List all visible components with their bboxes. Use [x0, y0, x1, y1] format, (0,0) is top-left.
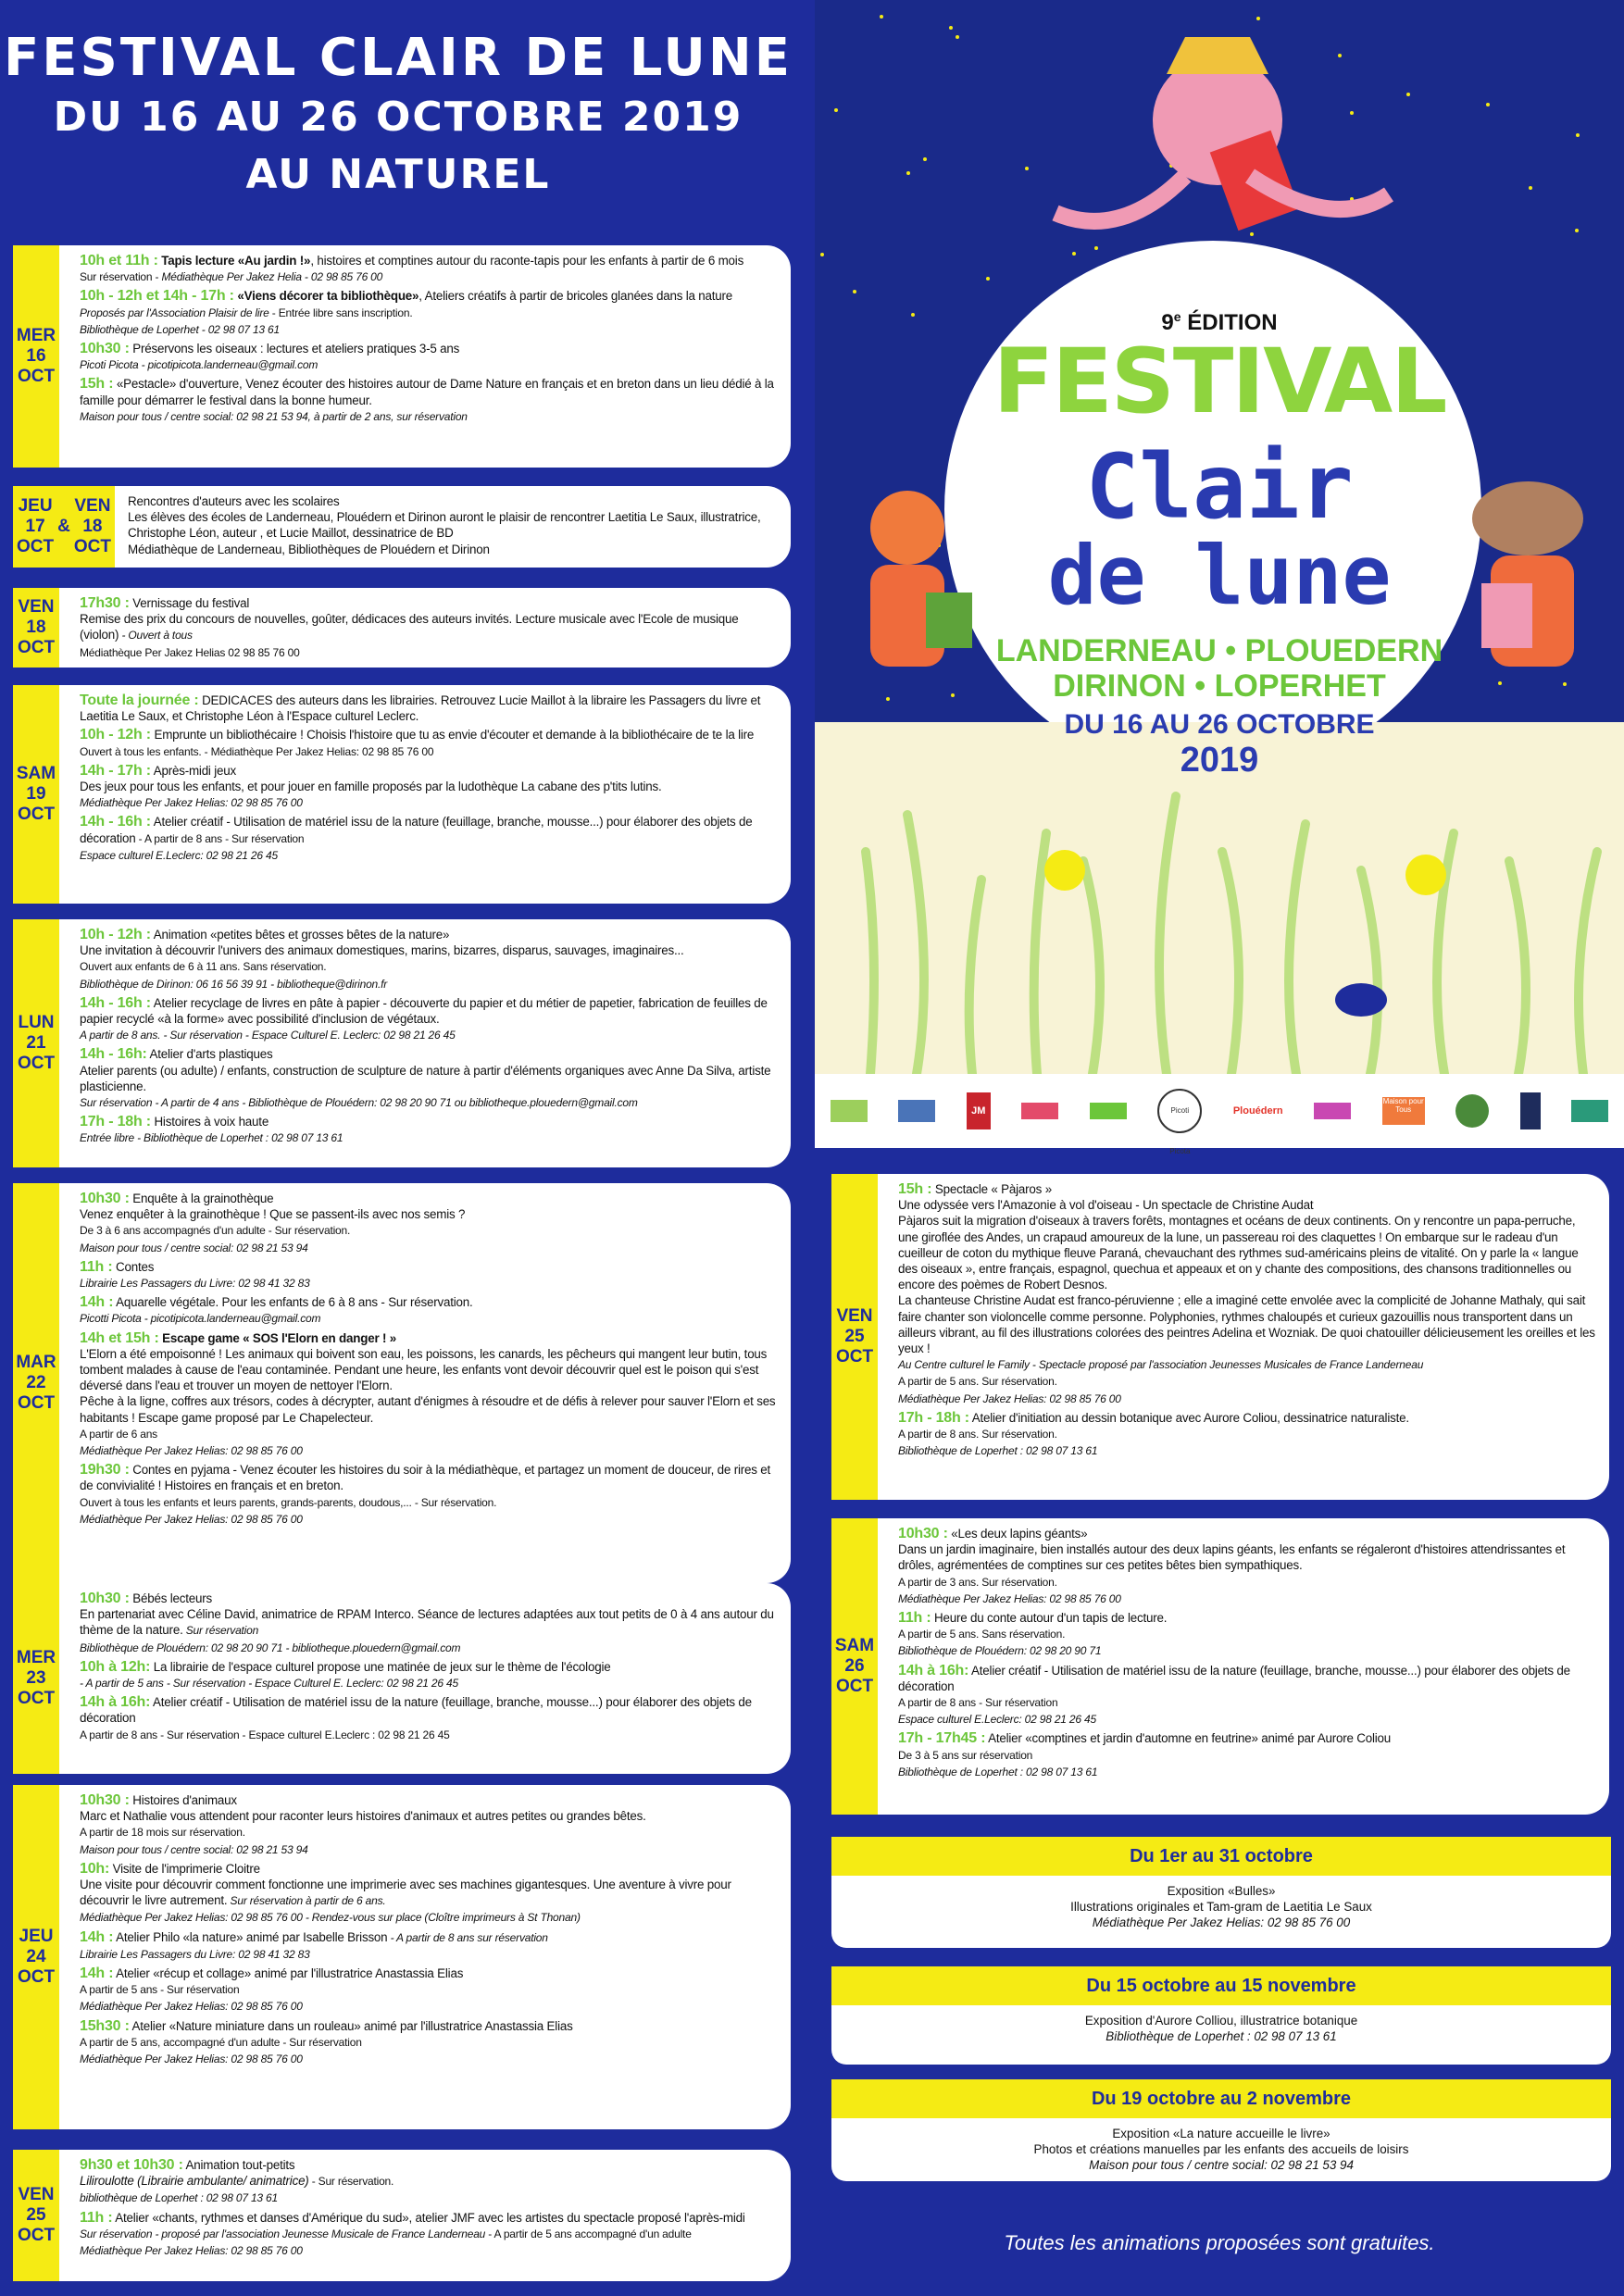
- day-card-ven18: [13, 588, 791, 668]
- day-card-ven25-afternoon: [831, 1174, 1609, 1500]
- day-events: [80, 693, 780, 867]
- exhibition-2: [831, 1966, 1611, 2065]
- logo-tile: [1520, 1092, 1541, 1129]
- event: 14h à 16h: Atelier créatif - Utilisation de matériel issu de la nature (feuillage, branche, mousse...) pour élaborer des objets de décoration A partir de 8 ans - Sur réservation - Espace culturel E.Leclerc : 02 98 21 26 45: [80, 1694, 752, 1741]
- partner-logos: [815, 1074, 1624, 1155]
- exhibition-dates: Du 1er au 31 octobre: [831, 1837, 1611, 1876]
- event: 10h - 12h : Animation «petites bêtes et grosses bêtes de la nature» Une invitation à découvrir l'univers des animaux domestiques, marins, bizarres, disparus, sauvages, imaginaires... Ouvert aux enfants de 6 à 11 ans. Sans réservation. Bibliothèque de Dirinon: 06 16 56 39 91 - bibliotheque@dirinon.fr: [80, 927, 684, 991]
- day-events: [80, 1792, 780, 2070]
- day-label: MAR 22 OCT: [13, 1183, 59, 1583]
- event: 15h : «Pestacle» d'ouverture, Venez écouter des histoires autour de Dame Nature en français et en breton dans un lieu dédié à la famille pour démarrer le festival dans la bonne humeur. Maison pour tous / centre social: 02 98 21 53 94, à partir de 2 ans, sur réservation: [80, 376, 774, 423]
- logo-tile: [1571, 1100, 1608, 1122]
- day-events: [80, 595, 780, 664]
- day-card-lun21: [13, 919, 791, 1167]
- event: 11h : Contes Librairie Les Passagers du Livre: 02 98 41 32 83: [80, 1258, 310, 1291]
- logo-tile: [1455, 1094, 1489, 1128]
- day-events: Rencontres d'auteurs avec les scolaires Les élèves des écoles de Landerneau, Plouédern et Dirinon auront le plaisir de rencontrer Laetitia Le Saux, illustratrice, Christophe Léon, auteur , et Lucie Maillot, dessinatrice de BD Médiathèque de Landerneau, Bibliothèques de Plouédern et Dirinon: [128, 494, 761, 556]
- festival-poster: [815, 0, 1624, 1155]
- day-card-mer23: [13, 1583, 791, 1774]
- event: Toute la journée : DEDICACES des auteurs dans les librairies. Retrouvez Lucie Maillot à la libraire les Passagers du livre et Laetitia Le Saux, et Christophe Léon à l'Espace culturel Leclerc.: [80, 693, 761, 724]
- exhibition-text: Exposition «Bulles» Illustrations originales et Tam-gram de Laetitia Le Saux Médiathèque Per Jakez Helias: 02 98 85 76 00: [1070, 1884, 1372, 1929]
- event: 19h30 : Contes en pyjama - Venez écouter les histoires du soir à la médiathèque, et partagez un moment de douceur, de rires et de convivialité ! Histoires en français et en breton. Ouvert à tous les enfants et leurs parents, grands-parents, doudous,... - Sur réservation. Médiathèque Per Jakez Helias: 02 98 85 76 00: [80, 1462, 771, 1526]
- day-label: SAM 19 OCT: [13, 685, 59, 904]
- logo-tile: [1090, 1103, 1127, 1119]
- day-label: VEN 18 OCT: [13, 588, 59, 668]
- day-events: [80, 2157, 780, 2262]
- footer-note: Toutes les animations proposées sont gratuites.: [1004, 2231, 1435, 2254]
- event: 10h à 12h: La librairie de l'espace culturel propose une matinée de jeux sur le thème de l'écologie - A partir de 5 ans - Sur réservation - Espace Culturel E. Leclerc: 02 98 21 26 45: [80, 1658, 611, 1691]
- event: 10h - 12h et 14h - 17h : «Viens décorer ta bibliothèque», Ateliers créatifs à partir de bricoles glanées dans la nature Proposés par l'Association Plaisir de lire - Entrée libre sans inscription. Bibliothèque de Loperhet - 02 98 07 13 61: [80, 288, 733, 336]
- logo-tile: [1021, 1103, 1058, 1119]
- event: 10h30 : Préservons les oiseaux : lectures et ateliers pratiques 3-5 ans Picoti Picota - picotipicota.landerneau@gmail.com: [80, 341, 460, 372]
- day-label: VEN 25 OCT: [831, 1174, 878, 1500]
- event: 14h et 15h : Escape game « SOS l'Elorn en danger ! » L'Elorn a été empoisonné ! Les animaux qui boivent son eau, les poissons, les canards, les pêcheurs qui mangent leur butin, tous tombent malades à cause de l'eau contaminée. Pendant une heure, les enfants vont devoir découvrir quel est le poison qui s'est déversé dans l'eau et trouver un moyen de nettoyer l'Elorn. Pêche à la ligne, coffres aux trésors, codes à décrypter, autant d'énigmes à résoudre et de défis à relever pour sauver l'Elorn et ses habitants ! Escape game proposé par Le Chapelecteur. A partir de 6 ans Médiathèque Per Jakez Helias: 02 98 85 76 00: [80, 1329, 776, 1458]
- day-label: MER 16 OCT: [13, 245, 59, 468]
- logo-tile: [898, 1100, 935, 1122]
- event: 14h - 16h : Atelier créatif - Utilisation de matériel issu de la nature (feuillage, branche, mousse...) pour élaborer des objets de décoration - A partir de 8 ans - Sur réservation Espace culturel E.Leclerc: 02 98 21 26 45: [80, 814, 753, 862]
- day-card-mer16: [13, 245, 791, 468]
- event: 15h30 : Atelier «Nature miniature dans un rouleau» animé par l'illustratrice Anastassia Elias A partir de 5 ans, accompagné d'un adulte - Sur réservation Médiathèque Per Jakez Helias: 02 98 85 76 00: [80, 2017, 573, 2066]
- event: 10h: Visite de l'imprimerie Cloitre Une visite pour découvrir comment fonctionne une imprimerie avec ses machines gigantesques. Une aventure à vivre pour découvrir le livre autrement. Sur réservation à partir de 6 ans. Médiathèque Per Jakez Helias: 02 98 85 76 00 - Rendez-vous sur place (Cloître imprimeurs à St Thonan): [80, 1860, 731, 1925]
- event: 14h - 17h : Après-midi jeux Des jeux pour tous les enfants, et pour jouer en famille proposés par la ludothèque La cabane des p'tits lutins. Médiathèque Per Jakez Helias: 02 98 85 76 00: [80, 762, 662, 810]
- exhibition-text: Exposition d'Aurore Colliou, illustratrice botanique Bibliothèque de Loperhet : 02 98 07 13 61: [1084, 2014, 1358, 2043]
- event: 10h et 11h : Tapis lecture «Au jardin !», histoires et comptines autour du raconte-tapis pour les enfants à partir de 6 mois Sur réservation - Médiathèque Per Jakez Helia - 02 98 85 76 00: [80, 253, 744, 284]
- poster-delune: de lune: [1047, 528, 1392, 623]
- event: 17h30 : Vernissage du festival Remise des prix du concours de nouvelles, goûter, dédicaces des auteurs invités. Lecture musicale avec l'Ecole de musique (violon) - Ouvert à tous Médiathèque Per Jakez Helias 02 98 85 76 00: [80, 595, 739, 659]
- event: 17h - 18h : Histoires à voix haute Entrée libre - Bibliothèque de Loperhet : 02 98 07 13 61: [80, 1114, 344, 1145]
- event: 14h - 16h : Atelier recyclage de livres en pâte à papier - découverte du papier et du métier de papetier, fabrication de feuilles de papier recyclé «à la forme» avec possibilité d'inclusion de végétaux. A partir de 8 ans. - Sur réservation - Espace Culturel E. Leclerc: 02 98 21 26 45: [80, 994, 768, 1042]
- day-events: [80, 927, 780, 1150]
- event: 9h30 et 10h30 : Animation tout-petits Liliroulotte (Librairie ambulante/ animatrice) - Sur réservation. bibliothèque de Loperhet : 02 98 07 13 61: [80, 2157, 394, 2205]
- event: 17h - 17h45 : Atelier «comptines et jardin d'automne en feutrine» animé par Aurore Coliou De 3 à 5 ans sur réservation Bibliothèque de Loperhet : 02 98 07 13 61: [898, 1730, 1392, 1778]
- day-events: [898, 1526, 1598, 1783]
- day-label: LUN 21 OCT: [13, 919, 59, 1167]
- exhibition-dates: Du 19 octobre au 2 novembre: [831, 2079, 1611, 2118]
- logo-plouedern: Plouédern: [1232, 1105, 1283, 1117]
- poster-festival: FESTIVAL: [993, 330, 1446, 433]
- event: 11h : Atelier «chants, rythmes et danses d'Amérique du sud», atelier JMF avec les artistes du spectacle proposé l'après-midi Sur réservation - proposé par l'association Jeunesse Musicale de France Landerneau - A partir de 5 ans accompagné d'un adulte Médiathèque Per Jakez Helias: 02 98 85 76 00: [80, 2209, 745, 2258]
- exhibition-text: Exposition «La nature accueille le livre» Photos et créations manuelles par les enfants des accueils de loisirs Maison pour tous / centre social: 02 98 21 53 94: [1033, 2127, 1409, 2172]
- poster-edition: 9e ÉDITION: [1161, 309, 1278, 335]
- event: 10h30 : Enquête à la grainothèque Venez enquêter à la grainothèque ! Que se passent-ils avec nos semis ? De 3 à 6 ans accompagnés d'un adulte - Sur réservation. Maison pour tous / centre social: 02 98 21 53 94: [80, 1191, 466, 1254]
- day-card-jeu24: [13, 1785, 791, 2129]
- event: 11h : Heure du conte autour d'un tapis de lecture. A partir de 5 ans. Sans réservation. Bibliothèque de Plouédern: 02 98 20 90 71: [898, 1610, 1168, 1658]
- logo-jm: JM: [967, 1092, 991, 1129]
- header-dates: DU 16 AU 26 OCTOBRE 2019: [53, 94, 743, 141]
- day-card-mar22: [13, 1183, 791, 1583]
- exhibition-dates: Du 15 octobre au 15 novembre: [831, 1966, 1611, 2005]
- event: 10h30 : Bébés lecteurs En partenariat avec Céline David, animatrice de RPAM Interco. Séance de lectures adaptées aux tout petits de 0 à 4 ans autour du thème de la nature. Sur réservation Bibliothèque de Plouédern: 02 98 20 90 71 - bibliotheque.plouedern@gmail.com: [80, 1591, 774, 1654]
- day-events: [898, 1181, 1598, 1462]
- day-events: [80, 1591, 780, 1746]
- logo-picoti: Picoti Picota: [1157, 1089, 1202, 1133]
- day-events: [80, 253, 780, 428]
- exhibition-1: [831, 1837, 1611, 1948]
- day-label: JEU 24 OCT: [13, 1785, 59, 2129]
- event: 10h - 12h : Emprunte un bibliothécaire ! Choisis l'histoire que tu as envie d'écouter et demande à la bibliothécaire de te la lire Ouvert à tous les enfants. - Médiathèque Per Jakez Helias: 02 98 85 76 00: [80, 727, 755, 758]
- day-events: [80, 1191, 780, 1530]
- event: 15h : Spectacle « Pàjaros » Une odyssée vers l'Amazonie à vol d'oiseau - Un spectacle de Christine Audat Pàjaros suit la migration d'oiseaux à travers forêts, montagnes et océans de deux continents. On y rencontre un papa-perruche, une giroflée des Andes, un crapaud amoureux de la lune, un passereau roi des claquettes ! On embarque sur le radeau d'un cueilleur de coton du mythique fleuve Paraná, chevauchant des rythmes sud-américains pleins de vitalité. On y parle la « langue des oiseaux », entre français, espagnol, quechua et appeaux et on y chante des compositions, des chansons traditionnelles ou encore des poèmes de Robert Desnos. La chanteuse Christine Audat est franco-péruvienne ; elle a imaginé cette envolée avec la complicité de Johanne Mathaly, qui sait faire chanter son violoncelle comme personne. Polyphonies, rythmes chaloupés et curieux gazouillis nous transportent dans un ailleurs vibrant, au fil des illustrations colorées des peintres Adelina et Wozniak. De quoi chatouiller délicieusement les oreilles et les yeux ! Au Centre culturel le Family - Spectacle proposé par l'association Jeunesses Musicales de France Landerneau A partir de 5 ans. Sur réservation. Médiathèque Per Jakez Helias: 02 98 85 76 00: [898, 1181, 1595, 1405]
- event: 10h30 : «Les deux lapins géants» Dans un jardin imaginaire, bien installés autour des deux lapins géants, les enfants se régaleront d'histoires attendrissantes et drôles, agrémentées de comptines sur ces petites bêtes bien sympathiques. A partir de 3 ans. Sur réservation. Médiathèque Per Jakez Helias: 02 98 85 76 00: [898, 1526, 1566, 1605]
- logo-tile: [831, 1100, 868, 1122]
- octopus-icon: [1056, 37, 1389, 231]
- day-label: MER 23 OCT: [13, 1583, 59, 1774]
- day-label: SAM 26 OCT: [831, 1518, 878, 1815]
- poster-towns-1: LANDERNEAU • PLOUEDERN: [995, 633, 1443, 668]
- day-card-jeu17-ven18: [13, 486, 791, 568]
- poster-clair: Clair: [1085, 435, 1354, 539]
- event: 14h - 16h: Atelier d'arts plastiques Atelier parents (ou adulte) / enfants, construction de sculpture de nature à partir d'éléments organiques avec Anne Da Silva, artiste plasticienne. Sur réservation - A partir de 4 ans - Bibliothèque de Plouédern: 02 98 20 90 71 ou bibliotheque.plouedern@gmail.com: [80, 1046, 771, 1110]
- header-title: FESTIVAL CLAIR DE LUNE: [3, 28, 793, 88]
- event: 10h30 : Histoires d'animaux Marc et Nathalie vous attendent pour raconter leurs histoires d'animaux et autres petites ou grandes bêtes. A partir de 18 mois sur réservation. Maison pour tous / centre social: 02 98 21 53 94: [80, 1792, 646, 1856]
- event: 14h : Aquarelle végétale. Pour les enfants de 6 à 8 ans - Sur réservation. Picotti Picota - picotipicota.landerneau@gmail.com: [80, 1294, 473, 1326]
- event: 17h - 18h : Atelier d'initiation au dessin botanique avec Aurore Coliou, dessinatrice naturaliste. A partir de 8 ans. Sur réservation. Bibliothèque de Loperhet : 02 98 07 13 61: [898, 1409, 1409, 1458]
- day-card-ven25-morning: [13, 2150, 791, 2281]
- event: 14h à 16h: Atelier créatif - Utilisation de matériel issu de la nature (feuillage, branche, mousse...) pour élaborer des objets de décoration A partir de 8 ans - Sur réservation Espace culturel E.Leclerc: 02 98 21 26 45: [898, 1662, 1570, 1727]
- day-card-sam26: [831, 1518, 1609, 1815]
- poster-dates: DU 16 AU 26 OCTOBRE: [1064, 709, 1375, 740]
- poster-year: 2019: [1180, 741, 1259, 780]
- poster-towns-2: DIRINON • LOPERHET: [1053, 668, 1386, 704]
- exhibition-3: [831, 2079, 1611, 2181]
- page-header: [0, 28, 796, 204]
- day-label: VEN 25 OCT: [13, 2150, 59, 2281]
- header-theme: AU NATUREL: [245, 151, 551, 198]
- logo-maison: Maison pour Tous: [1382, 1097, 1425, 1125]
- day-card-sam19: [13, 685, 791, 904]
- day-label: JEU 17 OCT & VEN 18 OCT: [13, 486, 115, 568]
- logo-tile: [1314, 1103, 1351, 1119]
- event: 14h : Atelier «récup et collage» animé par l'illustratrice Anastassia Elias A partir de 5 ans - Sur réservation Médiathèque Per Jakez Helias: 02 98 85 76 00: [80, 1965, 464, 2014]
- event: 14h : Atelier Philo «la nature» animé par Isabelle Brisson - A partir de 8 ans sur réservation Librairie Les Passagers du Livre: 02 98 41 32 83: [80, 1928, 548, 1961]
